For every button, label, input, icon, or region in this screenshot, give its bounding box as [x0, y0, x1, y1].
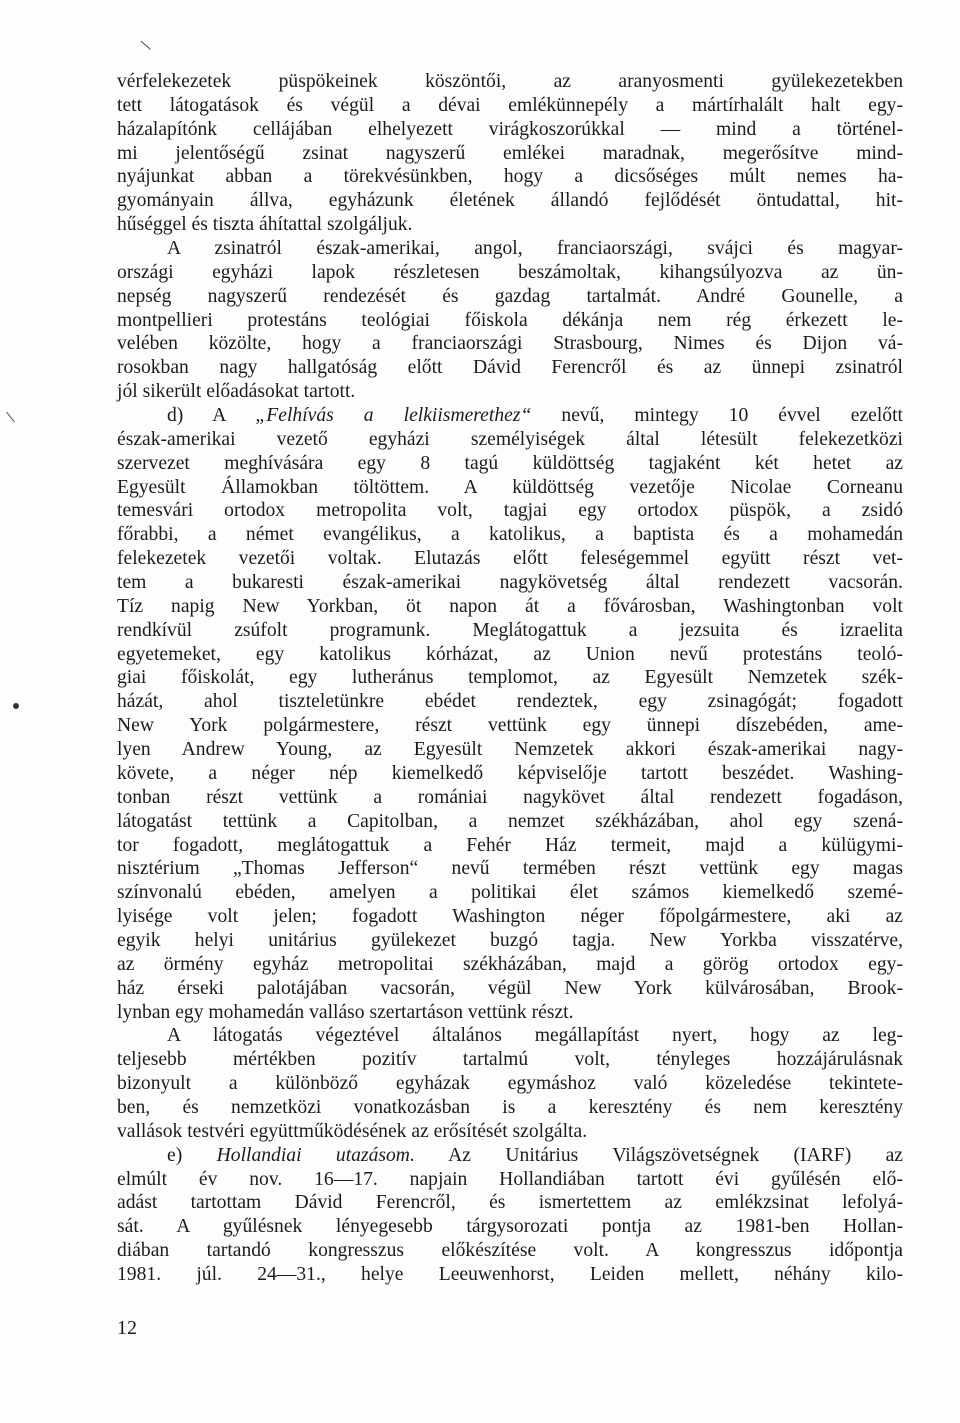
scan-mark-top: \ — [138, 35, 153, 55]
text-line: jól sikerült előadásokat tartott. — [117, 381, 356, 403]
section-e-title: Hollandiai utazásom. — [216, 1144, 415, 1166]
scan-mark-margin: \ — [4, 406, 17, 428]
section-e-rest: Az Unitárius Világszövetségnek (IARF) az — [448, 1144, 903, 1166]
text-line: hűséggel és tiszta áhítattal szolgáljuk. — [117, 214, 413, 236]
text-line: rendkívül zsúfolt programunk. Meglátogattuk a jezsuita és izraelita — [117, 619, 903, 641]
text-line: nepség nagyszerű rendezését és gazdag tartalmát. André Gounelle, a — [117, 285, 903, 307]
text-line: tonban részt vettünk a romániai nagykövet által rendezett fogadáson, — [117, 786, 903, 808]
section-e-prefix: e) — [167, 1144, 183, 1166]
text-line: követe, a néger nép kiemelkedő képviselője tartott beszédet. Washing- — [117, 762, 903, 784]
text-line: szervezet meghívására egy 8 tagú küldöttség tagjaként két hetet az — [117, 452, 903, 474]
text-line: nisztérium „Thomas Jefferson“ nevű termében részt vettünk egy magas — [117, 858, 903, 880]
text-line: egyik helyi unitárius gyülekezet buzgó tagja. New Yorkba visszatérve, — [117, 929, 903, 951]
text-line: tor fogadott, meglátogattuk a Fehér Ház termeit, majd a külügymi- — [117, 834, 903, 856]
text-line: New York polgármestere, részt vettünk egy ünnepi díszebéden, ame- — [117, 715, 903, 737]
text-line: nyájunkat abban a törekvésünkben, hogy a dicsőséges múlt nemes ha- — [117, 166, 903, 188]
text-line: mi jelentőségű zsinat nagyszerű emlékei maradnak, megerősítve mind- — [117, 142, 903, 164]
text-line: teljesebb mértékben pozitív tartalmú volt, tényleges hozzájárulásnak — [117, 1049, 903, 1071]
text-line: bizonyult a különböző egyházak egymáshoz való közeledése tekintete- — [117, 1073, 903, 1095]
section-d-rest: nevű, mintegy 10 évvel ezelőtt — [561, 405, 903, 427]
text-line: sát. A gyűlésnek lényegesebb tárgysorozati pontja az 1981-ben Hollan- — [117, 1216, 903, 1238]
text-line: velében közölte, hogy a franciaországi Strasbourg, Nimes és Dijon vá- — [117, 333, 903, 355]
text-line: lynban egy mohamedán valláso szertartáson vettünk részt. — [117, 1001, 574, 1023]
page-number: 12 — [117, 1317, 137, 1339]
section-d-title: „Felhívás a lelkiismerethez“ — [255, 405, 532, 427]
text-line: rosokban nagy hallgatóság előtt Dávid Ferencről és az ünnepi zsinatról — [117, 357, 903, 379]
text-line: az örmény egyház metropolitai székházában, majd a görög ortodox egy- — [117, 953, 903, 975]
text-line: A látogatás végeztével általános megállapítást nyert, hogy az leg- — [167, 1025, 903, 1047]
text-line: montpellieri protestáns teológiai főiskola dékánja nem rég érkezett le- — [117, 309, 903, 331]
text-line: vérfelekezetek püspökeinek köszöntői, az aranyosmenti gyülekezetekben — [117, 71, 903, 92]
text-line: 1981. júl. 24—31., helye Leeuwenhorst, Leiden mellett, néhány kilo- — [117, 1263, 903, 1285]
text-line: tem a bukaresti észak-amerikai nagykövetség által rendezett vacsorán. — [117, 572, 903, 594]
text-line: lyisége volt jelen; fogadott Washington néger főpolgármestere, aki az — [117, 906, 903, 928]
body-text — [117, 70, 903, 1287]
text-line: egyetemeket, egy katolikus kórházat, az Union nevű protestáns teoló- — [117, 643, 903, 665]
section-d-heading-line — [117, 404, 903, 428]
text-line: temesvári ortodox metropolita volt, tagjai egy ortodox püspök, a zsidó — [117, 500, 903, 522]
text-line: Egyesült Államokban töltöttem. A küldöttség vezetője Nicolae Corneanu — [117, 476, 903, 498]
text-line: Tíz napig New Yorkban, öt napon át a fővárosban, Washingtonban volt — [117, 595, 903, 617]
text-line: ház érseki palotájában vacsorán, végül New York külvárosában, Brook- — [117, 977, 903, 999]
text-line: házát, ahol tiszteletünkre ebédet rendeztek, egy zsinagógát; fogadott — [117, 691, 903, 713]
text-line: adást tartottam Dávid Ferencről, és ismertettem az emlékzsinat lefolyá- — [117, 1192, 903, 1214]
text-line: ben, és nemzetközi vonatkozásban is a keresztény és nem keresztény — [117, 1096, 903, 1118]
text-line: vallások testvéri együttműködésének az erősítését szolgálta. — [117, 1120, 588, 1142]
text-line: giai főiskolát, egy lutheránus templomot, az Egyesült Nemzetek szék- — [117, 667, 903, 689]
text-line: diában tartandó kongresszus előkészítése volt. A kongresszus időpontja — [117, 1240, 903, 1262]
text-line: felekezetek vezetői voltak. Elutazás előtt feleségemmel együtt részt vet- — [117, 548, 903, 570]
text-line: A zsinatról észak-amerikai, angol, franciaországi, svájci és magyar- — [167, 238, 903, 260]
text-line: észak-amerikai vezető egyházi személyiségek által létesült felekezetközi — [117, 428, 903, 450]
text-line: tett látogatások és végül a dévai emlékünnepély a mártírhalált halt egy- — [117, 94, 903, 116]
text-line: lyen Andrew Young, az Egyesült Nemzetek akkori észak-amerikai nagy- — [117, 739, 903, 761]
text-line: gyományain állva, egyházunk életének állandó fejlődését öntudattal, hit- — [117, 190, 903, 212]
text-line: elmúlt év nov. 16—17. napjain Hollandiában tartott évi gyűlésén elő- — [117, 1168, 903, 1190]
text-line: főrabbi, a német evangélikus, a katolikus, a baptista és a mohamedán — [117, 524, 903, 546]
text-line: színvonalú ebéden, amelyen a politikai élet számos kiemelkedő szemé- — [117, 882, 903, 904]
text-line: házalapítónk cellájában elhelyezett virágkoszorúkkal — mind a történel- — [117, 118, 903, 140]
scan-dot-margin — [13, 703, 19, 709]
text-line: látogatást tettünk a Capitolban, a nemzet székházában, ahol egy szená- — [117, 810, 903, 832]
section-e-heading-line — [117, 1144, 903, 1168]
text-line: országi egyházi lapok részletesen beszámoltak, kihangsúlyozva az ün- — [117, 261, 903, 283]
section-d-prefix: d) A — [167, 405, 226, 427]
